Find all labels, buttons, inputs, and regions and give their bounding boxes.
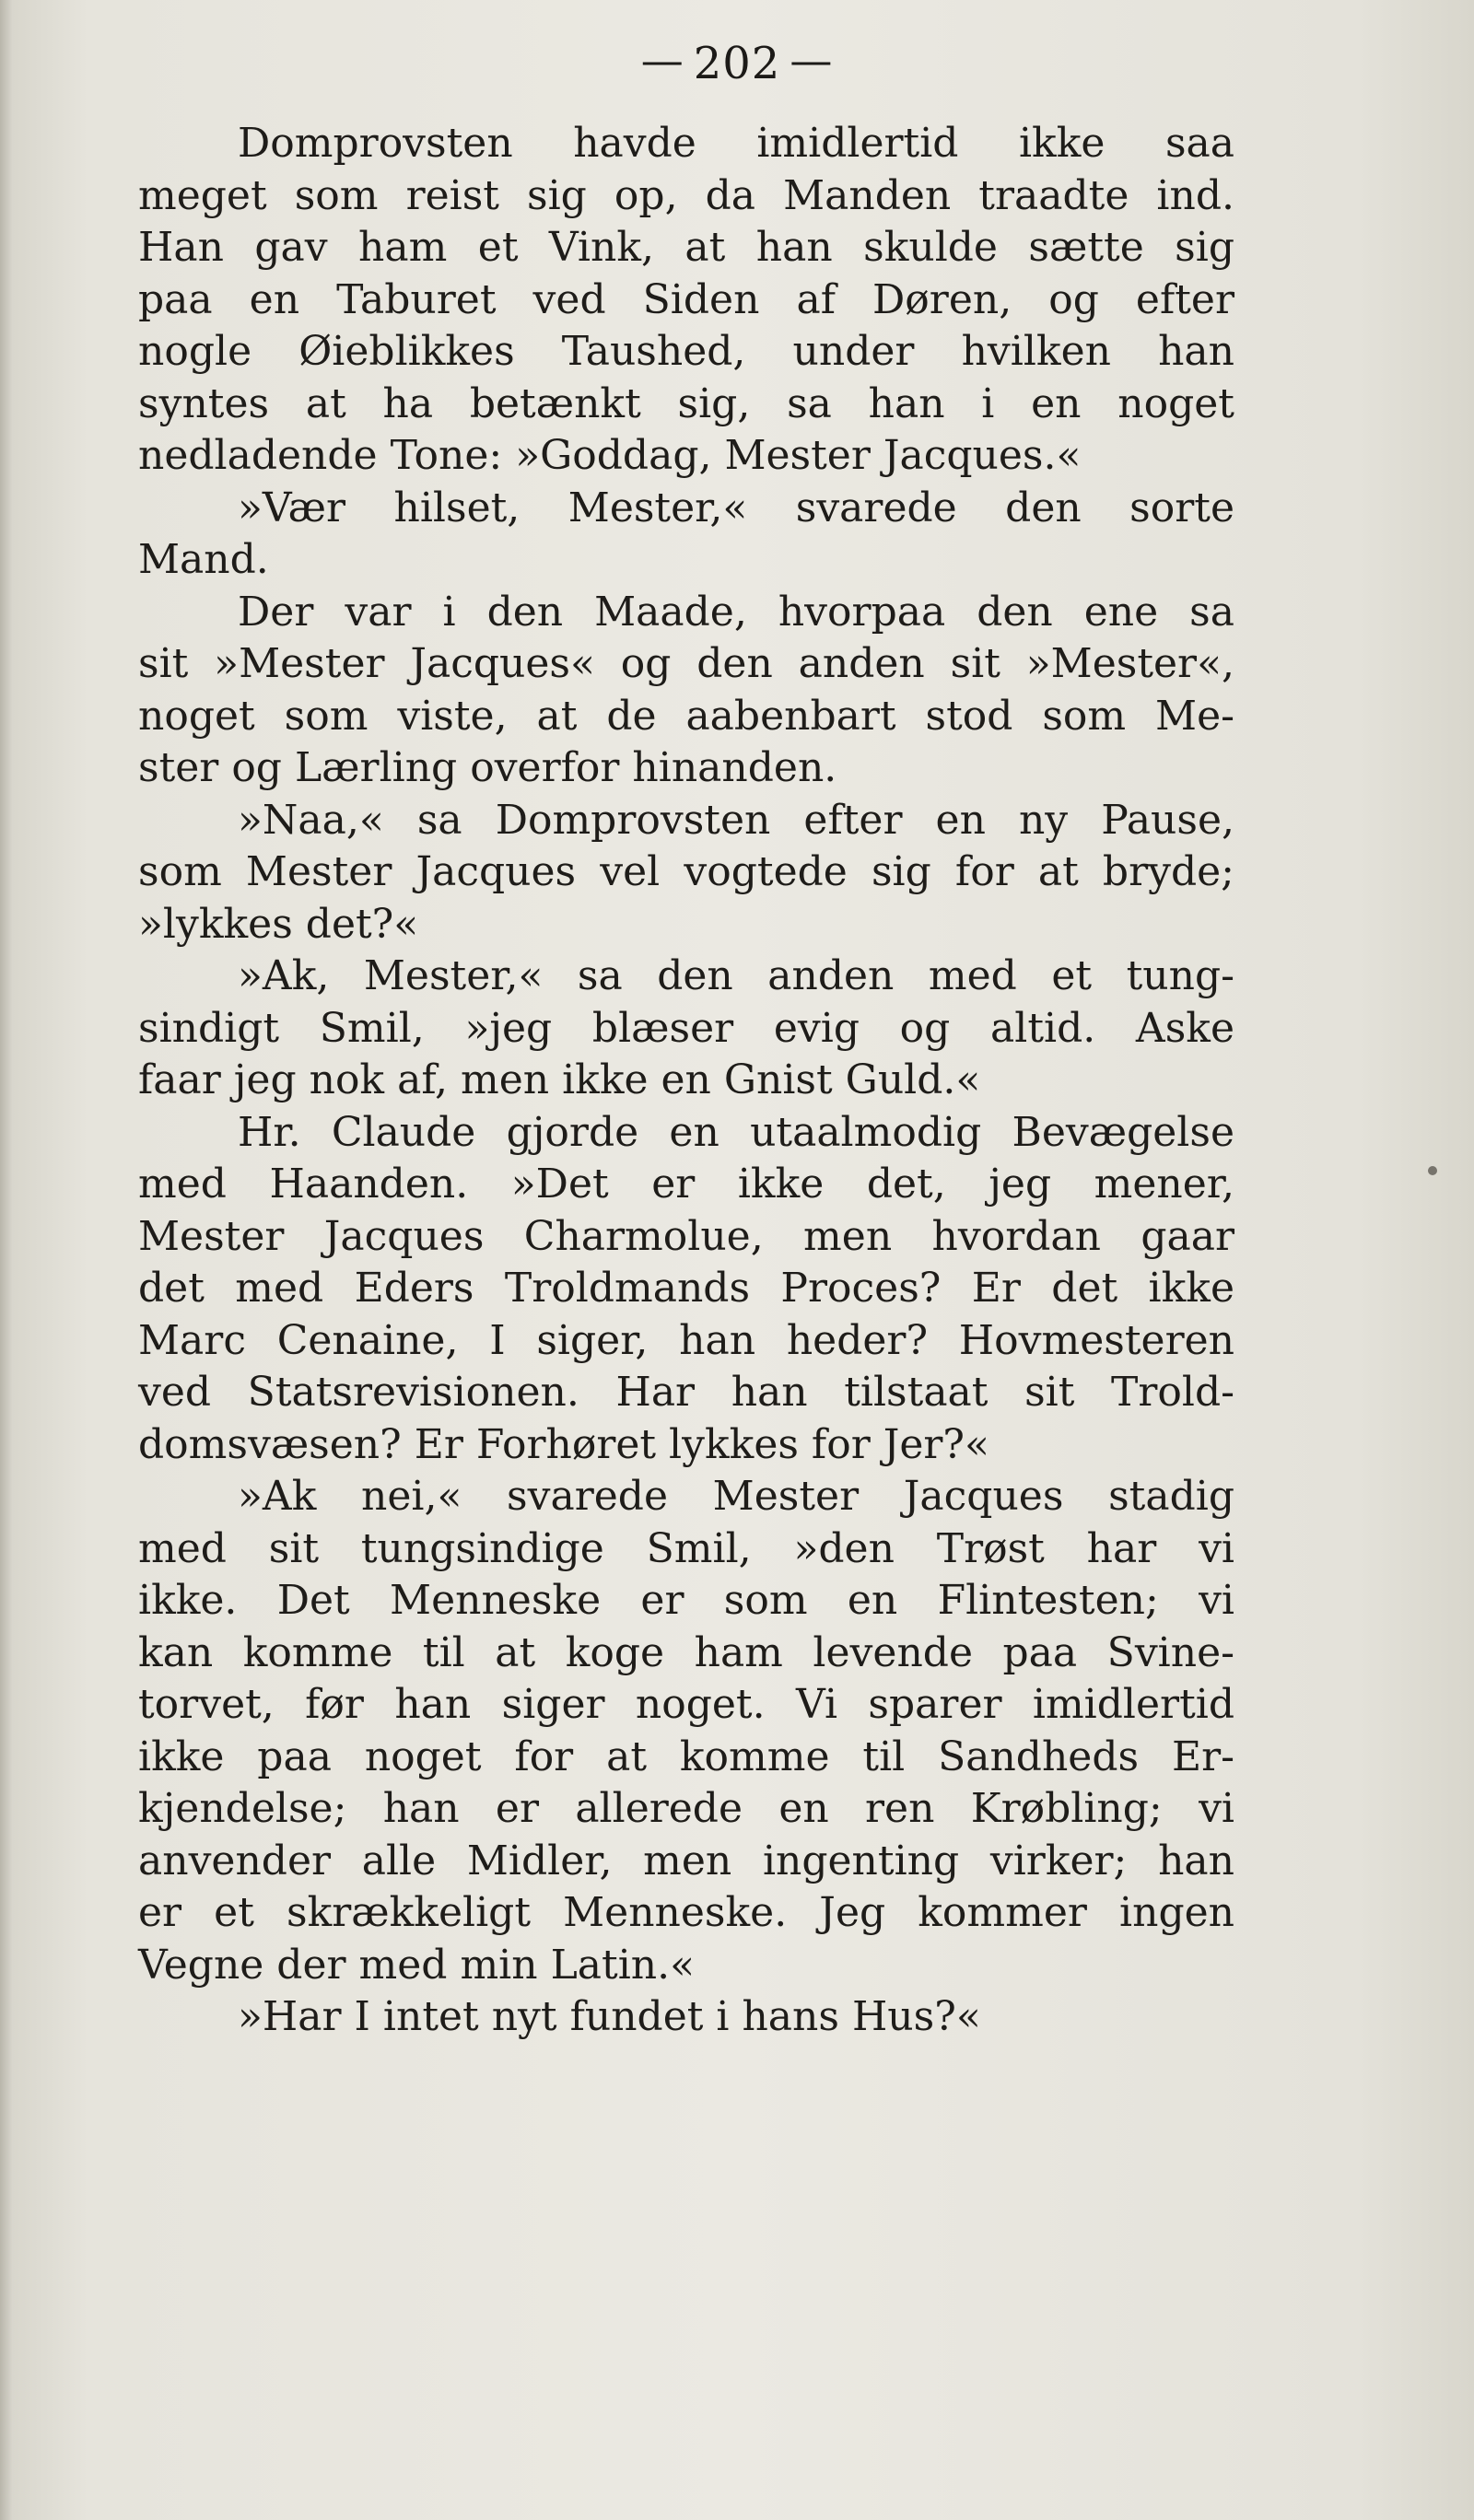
header-ornament-right: — bbox=[790, 35, 834, 85]
text-line: noget som viste, at de aabenbart stod som Me- bbox=[138, 692, 1234, 740]
text-line: torvet, før han siger noget. Vi sparer imidlertid bbox=[138, 1681, 1234, 1728]
text-line: ved Statsrevisionen. Har han tilstaat sit Trold- bbox=[138, 1369, 1234, 1416]
text-line: domsvæsen? Er Forhøret lykkes for Jer?« bbox=[138, 1420, 989, 1468]
text-line: nogle Øieblikkes Taushed, under hvilken han bbox=[138, 328, 1234, 375]
body-text bbox=[138, 118, 1234, 2044]
text-line: ikke paa noget for at komme til Sandheds Er- bbox=[138, 1732, 1234, 1780]
text-line: »Ak, Mester,« sa den anden med et tung- bbox=[238, 952, 1234, 999]
text-line: »Ak nei,« svarede Mester Jacques stadig bbox=[238, 1473, 1234, 1520]
text-line: sit »Mester Jacques« og den anden sit »Mester«, bbox=[138, 640, 1234, 687]
text-line: syntes at ha betænkt sig, sa han i en noget bbox=[138, 379, 1234, 427]
text-line: Domprovsten havde imidlertid ikke saa bbox=[238, 120, 1234, 167]
text-line: ikke. Det Menneske er som en Flintesten; vi bbox=[138, 1577, 1234, 1624]
text-line: »Har I intet nyt fundet i hans Hus?« bbox=[238, 1993, 981, 2040]
text-line: Vegne der med min Latin.« bbox=[138, 1941, 696, 1989]
text-line: kan komme til at koge ham levende paa Svine- bbox=[138, 1628, 1234, 1676]
text-line: anvender alle Midler, men ingenting virker; han bbox=[138, 1837, 1234, 1884]
ink-spot bbox=[1428, 1166, 1437, 1175]
text-line: med sit tungsindige Smil, »den Trøst har vi bbox=[138, 1524, 1234, 1572]
text-line: det med Eders Troldmands Proces? Er det ikke bbox=[138, 1265, 1234, 1312]
page-header bbox=[0, 35, 1474, 89]
text-line: nedladende Tone: »Goddag, Mester Jacques.« bbox=[138, 432, 1082, 479]
text-line: »Naa,« sa Domprovsten efter en ny Pause, bbox=[238, 796, 1234, 844]
text-line: paa en Taburet ved Siden af Døren, og efter bbox=[138, 275, 1234, 323]
text-line: Mester Jacques Charmolue, men hvordan gaar bbox=[138, 1212, 1234, 1260]
page-number: 202 bbox=[693, 38, 781, 89]
text-line: er et skrækkeligt Menneske. Jeg kommer ingen bbox=[138, 1889, 1234, 1936]
text-line: »Vær hilset, Mester,« svarede den sorte bbox=[238, 484, 1234, 531]
text-line: ster og Lærling overfor hinanden. bbox=[138, 744, 837, 791]
text-line: Marc Cenaine, I siger, han heder? Hovmesteren bbox=[138, 1316, 1234, 1364]
text-line: meget som reist sig op, da Manden traadte ind. bbox=[138, 171, 1234, 219]
text-line: Der var i den Maade, hvorpaa den ene sa bbox=[238, 588, 1234, 636]
text-line: kjendelse; han er allerede en ren Krøbling; vi bbox=[138, 1785, 1234, 1832]
text-line: sindigt Smil, »jeg blæser evig og altid. Aske bbox=[138, 1004, 1234, 1052]
text-line: Mand. bbox=[138, 536, 269, 583]
header-ornament-left: — bbox=[640, 35, 684, 85]
text-line: Hr. Claude gjorde en utaalmodig Bevægelse bbox=[238, 1108, 1234, 1156]
text-line: »lykkes det?« bbox=[138, 900, 419, 948]
text-line: faar jeg nok af, men ikke en Gnist Guld.« bbox=[138, 1056, 981, 1103]
text-line: som Mester Jacques vel vogtede sig for at bryde; bbox=[138, 848, 1234, 895]
text-line: Han gav ham et Vink, at han skulde sætte sig bbox=[138, 224, 1234, 271]
text-line: med Haanden. »Det er ikke det, jeg mener, bbox=[138, 1161, 1234, 1208]
page-spine-shadow bbox=[0, 0, 13, 2520]
